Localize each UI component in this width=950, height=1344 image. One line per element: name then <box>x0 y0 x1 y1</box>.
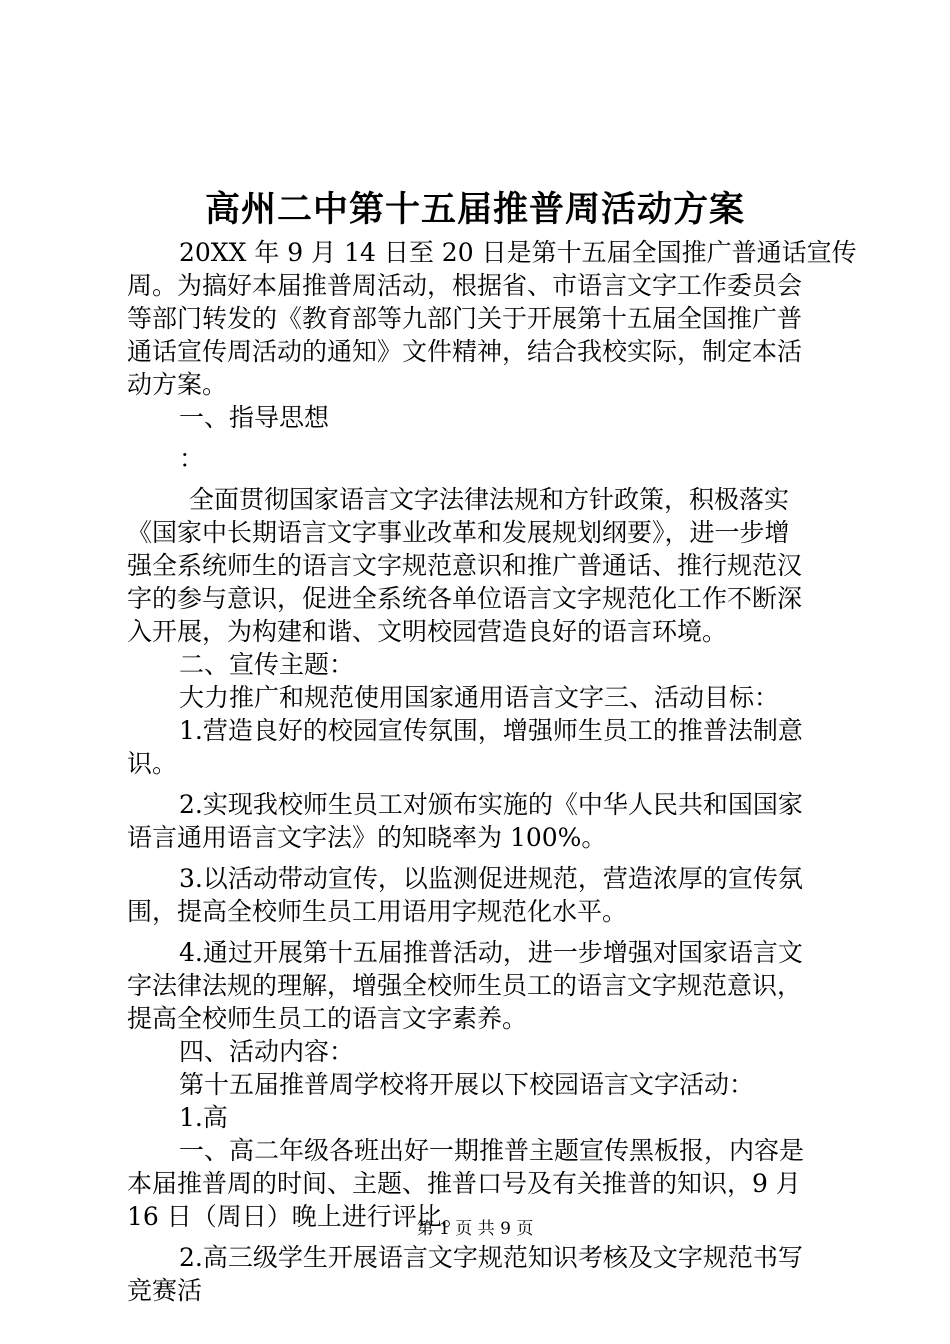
text-line: 2.高三级学生开展语言文字规范知识考核及文字规范书写 <box>179 1243 803 1272</box>
text-line: 围，提高全校师生员工用语用字规范化水平。 <box>127 897 628 926</box>
text-line: 动方案。 <box>127 370 228 399</box>
section-heading: 一、指导思想 <box>179 403 330 432</box>
section-heading: 二、宣传主题： <box>179 650 355 679</box>
text-line: 《国家中长期语言文字事业改革和发展规划纲要》，进一步增 <box>127 518 790 547</box>
document-title: 高州二中第十五届推普周活动方案 <box>204 189 745 230</box>
page-number-footer: 第 1 页 共 9 页 <box>416 1219 534 1239</box>
text-line: 本届推普周的时间、主题、推普口号及有关推普的知识，9 月 <box>127 1169 801 1198</box>
text-line: 字的参与意识，促进全系统各单位语言文字规范化工作不断深 <box>127 584 803 613</box>
text-line: 第十五届推普周学校将开展以下校园语言文字活动： <box>179 1070 755 1099</box>
text-line: 识。 <box>127 749 178 778</box>
text-line: 4.通过开展第十五届推普活动，进一步增强对国家语言文 <box>179 938 803 967</box>
text-line: 提高全校师生员工的语言文字素养。 <box>127 1004 528 1033</box>
text-line: 1.营造良好的校园宣传氛围，增强师生员工的推普法制意 <box>179 716 803 745</box>
text-line: 入开展，为构建和谐、文明校园营造良好的语言环境。 <box>127 617 728 646</box>
text-line: 字法律法规的理解，增强全校师生员工的语言文字规范意识， <box>127 971 803 1000</box>
text-line: 一、高二年级各班出好一期推普主题宣传黑板报，内容是 <box>179 1136 805 1165</box>
text-line: 语言通用语言文字法》的知晓率为 100%。 <box>127 823 607 852</box>
text-line: 20XX 年 9 月 14 日至 20 日是第十五届全国推广普通话宣传 <box>179 238 857 267</box>
text-line: 1.高 <box>179 1103 228 1132</box>
text-line: 通话宣传周活动的通知》文件精神，结合我校实际，制定本活 <box>127 337 803 366</box>
document-body <box>127 236 857 1307</box>
text-line: 等部门转发的《教育部等九部门关于开展第十五届全国推广普 <box>127 304 803 333</box>
text-line: ： <box>179 444 205 473</box>
text-line: 竞赛活 <box>127 1276 203 1305</box>
text-line: 3.以活动带动宣传，以监测促进规范，营造浓厚的宣传氛 <box>179 864 803 893</box>
text-line: 2.实现我校师生员工对颁布实施的《中华人民共和国国家 <box>179 790 803 819</box>
section-heading: 四、活动内容： <box>179 1037 355 1066</box>
text-line: 周。为搞好本届推普周活动，根据省、市语言文字工作委员会 <box>127 271 803 300</box>
text-line: 大力推广和规范使用国家通用语言文字三、活动目标： <box>179 683 780 712</box>
text-line: 16 日（周日）晚上进行评比。 <box>127 1202 467 1231</box>
text-line: 全面贯彻国家语言文字法律法规和方针政策，积极落实 <box>189 485 790 514</box>
text-line: 强全系统师生的语言文字规范意识和推广普通话、推行规范汉 <box>127 551 803 580</box>
